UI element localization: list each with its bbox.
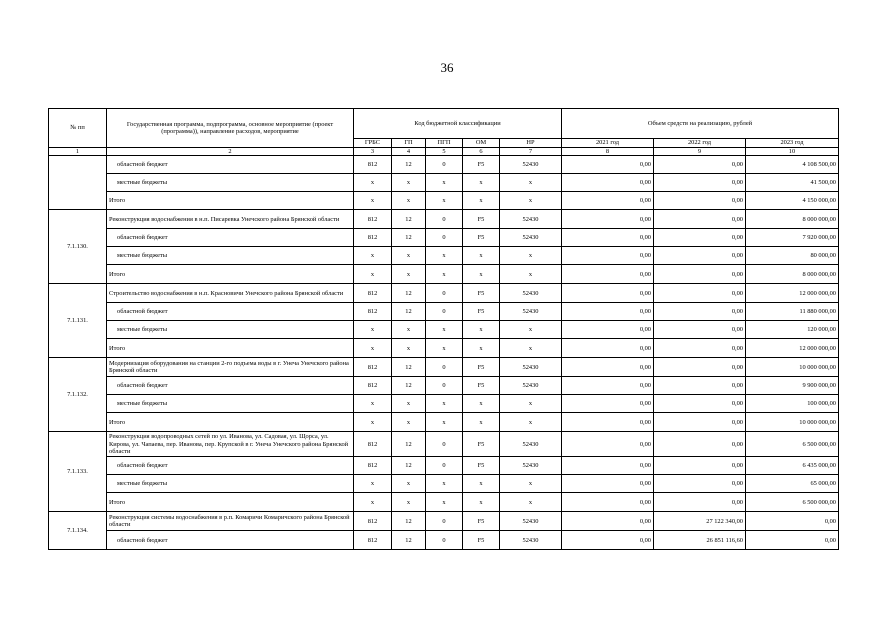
cell-grbs: х [354, 339, 392, 358]
cell-gp: х [392, 475, 426, 493]
cell-name: областной бюджет [107, 303, 354, 321]
cell-pgp: х [426, 192, 463, 210]
cell-nr: х [500, 395, 562, 413]
cell-name: областной бюджет [107, 229, 354, 247]
cell-name: Итого [107, 339, 354, 358]
cell-pgp: 0 [426, 156, 463, 174]
cell-om: х [463, 475, 500, 493]
cell-om: F5 [463, 531, 500, 550]
cell-item-number: 7.1.131. [49, 284, 107, 358]
table-row [49, 413, 839, 432]
cell-year-2021: 0,00 [562, 413, 654, 432]
cell-year-2022: 0,00 [654, 358, 746, 377]
cell-item-number: 7.1.132. [49, 358, 107, 432]
table-row [49, 321, 839, 339]
cell-gp: х [392, 321, 426, 339]
table-row [49, 512, 839, 531]
header-program: Государственная программа, подпрограмма, основное мероприятие (проект (программа)), направление расходов, мероприятие [107, 109, 354, 148]
cell-gp: 12 [392, 303, 426, 321]
cell-nr: х [500, 321, 562, 339]
cell-pgp: х [426, 413, 463, 432]
cell-nr: 52430 [500, 156, 562, 174]
column-number: 6 [463, 148, 500, 156]
cell-year-2023: 11 880 000,00 [746, 303, 839, 321]
table-row [49, 395, 839, 413]
cell-om: х [463, 247, 500, 265]
cell-gp: х [392, 247, 426, 265]
cell-year-2021: 0,00 [562, 321, 654, 339]
cell-year-2021: 0,00 [562, 303, 654, 321]
table-row [49, 265, 839, 284]
cell-name: Итого [107, 493, 354, 512]
cell-om: F5 [463, 156, 500, 174]
column-number: 10 [746, 148, 839, 156]
cell-gp: х [392, 265, 426, 284]
cell-year-2023: 10 000 000,00 [746, 413, 839, 432]
budget-table [48, 108, 839, 550]
header-budget-code: Код бюджетной классификации [354, 109, 562, 139]
column-number: 5 [426, 148, 463, 156]
cell-om: F5 [463, 432, 500, 457]
cell-year-2022: 0,00 [654, 210, 746, 229]
cell-year-2022: 0,00 [654, 475, 746, 493]
cell-om: F5 [463, 229, 500, 247]
column-number: 4 [392, 148, 426, 156]
cell-year-2022: 0,00 [654, 303, 746, 321]
cell-year-2022: 0,00 [654, 247, 746, 265]
cell-nr: х [500, 265, 562, 284]
table-row [49, 156, 839, 174]
header-num: № пп [49, 109, 107, 148]
cell-pgp: 0 [426, 303, 463, 321]
cell-name: местные бюджеты [107, 174, 354, 192]
cell-om: F5 [463, 512, 500, 531]
cell-om: F5 [463, 284, 500, 303]
table-row [49, 174, 839, 192]
cell-gp: х [392, 413, 426, 432]
cell-grbs: 812 [354, 358, 392, 377]
table-row [49, 358, 839, 377]
cell-year-2022: 0,00 [654, 192, 746, 210]
cell-year-2023: 12 000 000,00 [746, 339, 839, 358]
header-year-2022: 2022 год [654, 139, 746, 148]
cell-year-2021: 0,00 [562, 531, 654, 550]
cell-year-2022: 26 851 116,60 [654, 531, 746, 550]
table-row [49, 210, 839, 229]
cell-name: Модернизация оборудования на станции 2-го подъема воды в г. Унеча Унечского района Брянской области [107, 358, 354, 377]
cell-grbs: 812 [354, 432, 392, 457]
cell-pgp: 0 [426, 457, 463, 475]
cell-name: местные бюджеты [107, 247, 354, 265]
column-number: 9 [654, 148, 746, 156]
cell-pgp: х [426, 247, 463, 265]
cell-year-2021: 0,00 [562, 432, 654, 457]
cell-om: х [463, 174, 500, 192]
cell-gp: 12 [392, 432, 426, 457]
cell-year-2021: 0,00 [562, 475, 654, 493]
cell-pgp: 0 [426, 432, 463, 457]
cell-year-2023: 8 000 000,00 [746, 265, 839, 284]
cell-year-2021: 0,00 [562, 493, 654, 512]
cell-pgp: х [426, 321, 463, 339]
cell-year-2021: 0,00 [562, 512, 654, 531]
cell-year-2021: 0,00 [562, 284, 654, 303]
cell-name: местные бюджеты [107, 395, 354, 413]
cell-year-2023: 80 000,00 [746, 247, 839, 265]
table-row [49, 192, 839, 210]
cell-name: местные бюджеты [107, 475, 354, 493]
cell-year-2023: 10 000 000,00 [746, 358, 839, 377]
cell-name: Итого [107, 192, 354, 210]
cell-name: Итого [107, 413, 354, 432]
cell-year-2022: 0,00 [654, 395, 746, 413]
header-grbs: ГРБС [354, 139, 392, 148]
cell-item-number [49, 156, 107, 210]
cell-grbs: х [354, 192, 392, 210]
cell-nr: 52430 [500, 303, 562, 321]
cell-year-2021: 0,00 [562, 265, 654, 284]
cell-pgp: 0 [426, 284, 463, 303]
cell-year-2021: 0,00 [562, 358, 654, 377]
cell-gp: 12 [392, 229, 426, 247]
cell-nr: х [500, 475, 562, 493]
cell-year-2023: 4 108 500,00 [746, 156, 839, 174]
cell-year-2023: 6 500 000,00 [746, 432, 839, 457]
cell-grbs: 812 [354, 229, 392, 247]
header-nr: НР [500, 139, 562, 148]
cell-pgp: х [426, 493, 463, 512]
cell-nr: 52430 [500, 284, 562, 303]
cell-year-2021: 0,00 [562, 192, 654, 210]
cell-grbs: х [354, 395, 392, 413]
cell-year-2023: 65 000,00 [746, 475, 839, 493]
cell-grbs: 812 [354, 210, 392, 229]
cell-om: х [463, 321, 500, 339]
cell-year-2021: 0,00 [562, 457, 654, 475]
cell-year-2022: 0,00 [654, 339, 746, 358]
cell-year-2022: 0,00 [654, 377, 746, 395]
column-number: 8 [562, 148, 654, 156]
cell-nr: 52430 [500, 377, 562, 395]
cell-om: х [463, 265, 500, 284]
cell-nr: 52430 [500, 512, 562, 531]
cell-year-2021: 0,00 [562, 339, 654, 358]
cell-year-2022: 0,00 [654, 174, 746, 192]
header-pgp: ПГП [426, 139, 463, 148]
cell-grbs: 812 [354, 457, 392, 475]
cell-om: F5 [463, 377, 500, 395]
cell-name: областной бюджет [107, 377, 354, 395]
cell-name: Строительство водоснабжения в н.п. Красновичи Унечского района Брянской области [107, 284, 354, 303]
column-number: 1 [49, 148, 107, 156]
cell-pgp: 0 [426, 531, 463, 550]
cell-year-2023: 41 500,00 [746, 174, 839, 192]
cell-gp: 12 [392, 377, 426, 395]
cell-year-2021: 0,00 [562, 156, 654, 174]
cell-nr: 52430 [500, 358, 562, 377]
table-row [49, 229, 839, 247]
cell-nr: 52430 [500, 210, 562, 229]
table-row [49, 303, 839, 321]
cell-gp: 12 [392, 512, 426, 531]
table-row [49, 531, 839, 550]
cell-nr: х [500, 247, 562, 265]
cell-nr: 52430 [500, 457, 562, 475]
cell-year-2021: 0,00 [562, 247, 654, 265]
table-row [49, 432, 839, 457]
cell-year-2023: 12 000 000,00 [746, 284, 839, 303]
cell-grbs: х [354, 475, 392, 493]
cell-name: местные бюджеты [107, 321, 354, 339]
cell-grbs: 812 [354, 303, 392, 321]
cell-year-2023: 9 900 000,00 [746, 377, 839, 395]
cell-pgp: 0 [426, 210, 463, 229]
table-row [49, 457, 839, 475]
cell-pgp: 0 [426, 229, 463, 247]
cell-name: областной бюджет [107, 156, 354, 174]
cell-grbs: х [354, 413, 392, 432]
cell-grbs: х [354, 174, 392, 192]
table-row [49, 284, 839, 303]
cell-year-2023: 0,00 [746, 512, 839, 531]
table-row [49, 339, 839, 358]
cell-year-2021: 0,00 [562, 174, 654, 192]
cell-gp: 12 [392, 358, 426, 377]
cell-name: Реконструкция водоснабжения в н.п. Писаревка Унечского района Брянской области [107, 210, 354, 229]
table-row [49, 475, 839, 493]
cell-pgp: х [426, 475, 463, 493]
cell-grbs: 812 [354, 284, 392, 303]
cell-gp: х [392, 192, 426, 210]
cell-pgp: х [426, 395, 463, 413]
cell-item-number: 7.1.130. [49, 210, 107, 284]
cell-nr: х [500, 413, 562, 432]
column-number: 3 [354, 148, 392, 156]
header-om: ОМ [463, 139, 500, 148]
cell-item-number: 7.1.133. [49, 432, 107, 512]
header-gp: ГП [392, 139, 426, 148]
cell-pgp: х [426, 265, 463, 284]
table-body [49, 156, 839, 550]
cell-year-2023: 4 150 000,00 [746, 192, 839, 210]
header-year-2021: 2021 год [562, 139, 654, 148]
cell-nr: х [500, 493, 562, 512]
cell-om: F5 [463, 358, 500, 377]
cell-grbs: х [354, 247, 392, 265]
cell-year-2022: 0,00 [654, 432, 746, 457]
cell-nr: х [500, 339, 562, 358]
cell-gp: 12 [392, 531, 426, 550]
cell-grbs: х [354, 265, 392, 284]
cell-gp: 12 [392, 284, 426, 303]
cell-year-2022: 0,00 [654, 493, 746, 512]
cell-year-2021: 0,00 [562, 377, 654, 395]
cell-nr: х [500, 192, 562, 210]
cell-year-2022: 0,00 [654, 457, 746, 475]
cell-gp: х [392, 339, 426, 358]
cell-year-2023: 0,00 [746, 531, 839, 550]
cell-om: F5 [463, 457, 500, 475]
cell-year-2023: 100 000,00 [746, 395, 839, 413]
table-row [49, 493, 839, 512]
cell-item-number: 7.1.134. [49, 512, 107, 550]
cell-name: Реконструкция водопроводных сетей по ул. Иванова, ул. Садовая, ул. Щорса, ул. Кирова, ул. Чапаева, пер. Иванова, пер. Крупской в г. Унеча Унечского района Брянской области [107, 432, 354, 457]
page-number: 36 [440, 60, 454, 75]
cell-om: х [463, 395, 500, 413]
cell-pgp: 0 [426, 377, 463, 395]
cell-name: областной бюджет [107, 531, 354, 550]
cell-year-2023: 8 000 000,00 [746, 210, 839, 229]
column-number-row [49, 148, 839, 156]
cell-pgp: х [426, 339, 463, 358]
cell-year-2022: 27 122 340,00 [654, 512, 746, 531]
cell-grbs: 812 [354, 512, 392, 531]
column-number: 2 [107, 148, 354, 156]
cell-gp: х [392, 493, 426, 512]
cell-year-2022: 0,00 [654, 229, 746, 247]
cell-year-2021: 0,00 [562, 395, 654, 413]
cell-pgp: х [426, 174, 463, 192]
cell-om: х [463, 413, 500, 432]
cell-om: х [463, 493, 500, 512]
cell-gp: 12 [392, 457, 426, 475]
cell-year-2022: 0,00 [654, 156, 746, 174]
cell-pgp: 0 [426, 358, 463, 377]
column-number: 7 [500, 148, 562, 156]
cell-gp: 12 [392, 156, 426, 174]
cell-year-2022: 0,00 [654, 321, 746, 339]
cell-om: F5 [463, 210, 500, 229]
cell-name: Реконструкция системы водоснабжения в р.п. Комаричи Комаричского района Брянской области [107, 512, 354, 531]
cell-year-2023: 6 500 000,00 [746, 493, 839, 512]
cell-gp: 12 [392, 210, 426, 229]
cell-om: х [463, 192, 500, 210]
cell-nr: 52430 [500, 531, 562, 550]
table-row [49, 377, 839, 395]
cell-year-2022: 0,00 [654, 265, 746, 284]
cell-year-2023: 6 435 000,00 [746, 457, 839, 475]
cell-year-2023: 120 000,00 [746, 321, 839, 339]
cell-nr: 52430 [500, 432, 562, 457]
cell-grbs: х [354, 493, 392, 512]
header-volume: Объем средств на реализацию, рублей [562, 109, 839, 139]
cell-year-2023: 7 920 000,00 [746, 229, 839, 247]
cell-year-2022: 0,00 [654, 413, 746, 432]
header-year-2023: 2023 год [746, 139, 839, 148]
cell-grbs: х [354, 321, 392, 339]
cell-nr: 52430 [500, 229, 562, 247]
cell-gp: х [392, 395, 426, 413]
table-row [49, 247, 839, 265]
cell-pgp: 0 [426, 512, 463, 531]
cell-year-2021: 0,00 [562, 229, 654, 247]
cell-om: F5 [463, 303, 500, 321]
cell-nr: х [500, 174, 562, 192]
cell-name: областной бюджет [107, 457, 354, 475]
cell-year-2021: 0,00 [562, 210, 654, 229]
cell-grbs: 812 [354, 156, 392, 174]
cell-name: Итого [107, 265, 354, 284]
cell-gp: х [392, 174, 426, 192]
cell-year-2022: 0,00 [654, 284, 746, 303]
cell-om: х [463, 339, 500, 358]
cell-grbs: 812 [354, 531, 392, 550]
cell-grbs: 812 [354, 377, 392, 395]
